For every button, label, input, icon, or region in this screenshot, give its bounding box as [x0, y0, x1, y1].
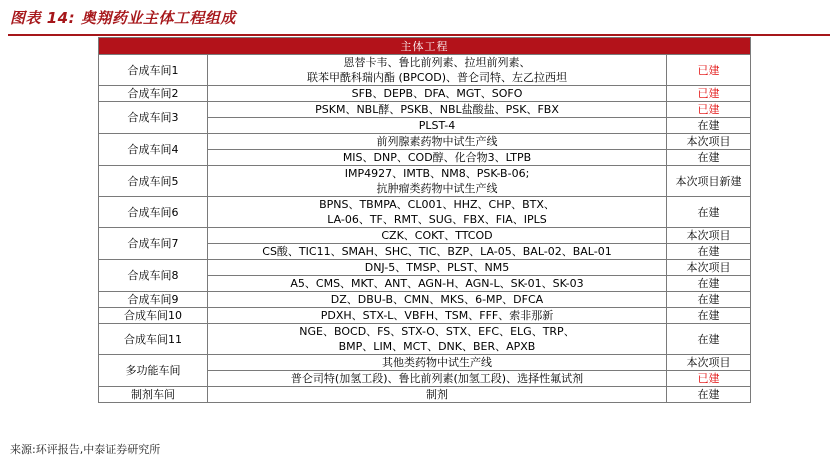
- table-row: [99, 134, 751, 150]
- workshop-products: [208, 387, 667, 403]
- workshop-name: 合成车间3: [99, 102, 208, 134]
- workshop-name: 合成车间7: [99, 228, 208, 260]
- product-line: SFB、DEPB、DFA、MGT、SOFO: [351, 87, 523, 100]
- table-row: [99, 308, 751, 324]
- workshop-name: 制剂车间: [99, 387, 208, 403]
- build-status: 在建: [667, 150, 751, 166]
- build-status: 在建: [667, 308, 751, 324]
- build-status: 已建: [667, 55, 751, 86]
- table-row: [99, 260, 751, 276]
- build-status: 在建: [667, 197, 751, 228]
- product-line: 联苯甲酰科瑞内酯 (BPCOD)、普仑司特、左乙拉西坦: [306, 71, 568, 84]
- workshop-products: [208, 118, 667, 134]
- build-status: 在建: [667, 118, 751, 134]
- workshop-products: [208, 324, 667, 355]
- product-line: 抗肿瘤类药物中试生产线: [376, 182, 498, 195]
- product-line: LA-06、TF、RMT、SUG、FBX、FIA、IPLS: [327, 213, 547, 226]
- workshop-products: [208, 276, 667, 292]
- workshop-name: 合成车间8: [99, 260, 208, 292]
- product-line: BMP、LIM、MCT、DNK、BER、APXB: [338, 340, 536, 353]
- table-row: [99, 324, 751, 355]
- table-row: [99, 102, 751, 118]
- build-status: 在建: [667, 324, 751, 355]
- workshop-name: 多功能车间: [99, 355, 208, 387]
- workshop-products: [208, 371, 667, 387]
- product-line: 普仑司特(加氢工段)、鲁比前列素(加氢工段)、选择性氟试剂: [290, 372, 584, 385]
- figure-title: 图表 14: 奥翔药业主体工程组成: [10, 9, 236, 27]
- product-line: IMP4927、IMTB、NM8、PSK-B-06;: [344, 167, 530, 180]
- product-line: PDXH、STX-L、VBFH、TSM、FFF、索非那新: [320, 309, 554, 322]
- build-status: 在建: [667, 244, 751, 260]
- product-line: 恩替卡韦、鲁比前列素、拉坦前列素、: [343, 56, 531, 69]
- workshop-name: 合成车间2: [99, 86, 208, 102]
- workshop-name: 合成车间4: [99, 134, 208, 166]
- workshop-name: 合成车间5: [99, 166, 208, 197]
- workshop-products: [208, 260, 667, 276]
- table-header: 主体工程: [99, 38, 751, 55]
- title-divider: [8, 34, 830, 36]
- table-row: [99, 292, 751, 308]
- workshop-products: [208, 244, 667, 260]
- product-line: CS酸、TIC11、SMAH、SHC、TIC、BZP、LA-05、BAL-02、BAL-01: [262, 245, 612, 258]
- table-row: [99, 86, 751, 102]
- workshop-products: [208, 292, 667, 308]
- table-row: [99, 197, 751, 228]
- source-note: 来源:环评报告,中泰证券研究所: [10, 443, 161, 456]
- workshop-name: 合成车间6: [99, 197, 208, 228]
- workshop-name: 合成车间11: [99, 324, 208, 355]
- table-row: [99, 228, 751, 244]
- workshop-products: [208, 228, 667, 244]
- workshop-products: [208, 150, 667, 166]
- product-line: MIS、DNP、COD醇、化合物3、LTPB: [342, 151, 532, 164]
- build-status: 在建: [667, 276, 751, 292]
- main-project-table: [98, 37, 751, 403]
- workshop-products: [208, 166, 667, 197]
- table-row: [99, 387, 751, 403]
- workshop-name: 合成车间1: [99, 55, 208, 86]
- build-status: 在建: [667, 292, 751, 308]
- workshop-products: [208, 197, 667, 228]
- product-line: 其他类药物中试生产线: [382, 356, 492, 369]
- product-line: DZ、DBU-B、CMN、MKS、6-MP、DFCA: [330, 293, 544, 306]
- product-line: DNJ-5、TMSP、PLST、NM5: [364, 261, 510, 274]
- product-line: A5、CMS、MKT、ANT、AGN-H、AGN-L、SK-01、SK-03: [290, 277, 584, 290]
- build-status: 本次项目: [667, 355, 751, 371]
- product-line: BPNS、TBMPA、CL001、HHZ、CHP、BTX、: [319, 198, 555, 211]
- product-line: PLST-4: [418, 119, 456, 132]
- table-row: [99, 355, 751, 371]
- workshop-products: [208, 102, 667, 118]
- workshop-products: [208, 134, 667, 150]
- product-line: NGE、BOCD、FS、STX-O、STX、EFC、ELG、TRP、: [299, 325, 575, 338]
- build-status: 已建: [667, 102, 751, 118]
- build-status: 在建: [667, 387, 751, 403]
- build-status: 本次项目新建: [667, 166, 751, 197]
- workshop-products: [208, 86, 667, 102]
- product-line: PSKM、NBL酵、PSKB、NBL盐酸盐、PSK、FBX: [315, 103, 559, 116]
- workshop-products: [208, 355, 667, 371]
- build-status: 本次项目: [667, 228, 751, 244]
- workshop-name: 合成车间10: [99, 308, 208, 324]
- build-status: 本次项目: [667, 260, 751, 276]
- table-row: [99, 166, 751, 197]
- workshop-products: [208, 55, 667, 86]
- product-line: 前列腺素药物中试生产线: [376, 135, 498, 148]
- workshop-name: 合成车间9: [99, 292, 208, 308]
- product-line: 制剂: [426, 388, 448, 401]
- build-status: 已建: [667, 86, 751, 102]
- build-status: 已建: [667, 371, 751, 387]
- workshop-products: [208, 308, 667, 324]
- table-header-row: [99, 38, 751, 55]
- build-status: 本次项目: [667, 134, 751, 150]
- product-line: CZK、COKT、TTCOD: [381, 229, 493, 242]
- table-row: [99, 55, 751, 86]
